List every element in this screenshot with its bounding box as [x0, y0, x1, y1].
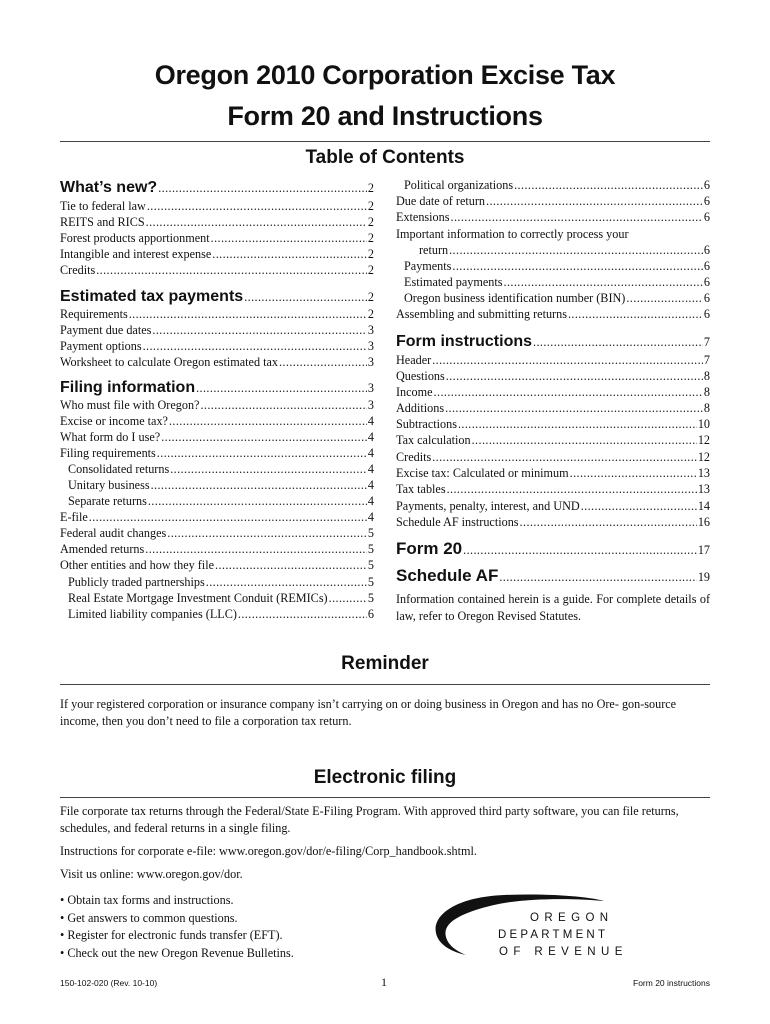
- efile-instructions-link[interactable]: Instructions for corporate e-file: www.oregon.gov/dor/e-filing/Corp_handbook.shtml.: [60, 844, 477, 858]
- oregon-dor-logo: [432, 893, 628, 965]
- legal-note: Information contained herein is a guide. For complete details of law, refer to Oregon Revised Statutes.: [396, 592, 710, 623]
- toc-item[interactable]: Schedule AF instructions ..... 16: [396, 515, 710, 530]
- logo-text-of-revenue: OF REVENUE: [499, 946, 628, 958]
- document-name: Form 20 instructions: [633, 978, 710, 988]
- toc-item[interactable]: Limited liability companies (LLC) ..... 6: [60, 607, 374, 622]
- toc-item[interactable]: Additions ..... 8: [396, 401, 710, 416]
- toc-item[interactable]: Filing requirements ..... 4: [60, 446, 374, 461]
- toc-item[interactable]: Due date of return ..... 6: [396, 194, 710, 209]
- reminder-heading: Reminder: [341, 653, 429, 674]
- toc-item[interactable]: Real Estate Mortgage Investment Conduit (REMICs) ..... 5: [60, 591, 374, 606]
- divider: [60, 797, 710, 798]
- toc-item[interactable]: E-file ..... 4: [60, 510, 374, 525]
- toc-heading: Table of Contents: [305, 147, 465, 168]
- toc-item[interactable]: What form do I use? ..... 4: [60, 430, 374, 445]
- toc-item[interactable]: Other entities and how they file ..... 5: [60, 558, 374, 573]
- toc-item[interactable]: Excise or income tax? ..... 4: [60, 414, 374, 429]
- toc-item[interactable]: Forest products apportionment ..... 2: [60, 231, 374, 246]
- toc-item[interactable]: Assembling and submitting returns ..... 6: [396, 307, 710, 322]
- logo-text-department: DEPARTMENT: [498, 929, 609, 941]
- toc-item[interactable]: Unitary business ..... 4: [60, 478, 374, 493]
- website-link[interactable]: Visit us online: www.oregon.gov/dor.: [60, 867, 243, 881]
- page-title-line2: Form 20 and Instructions: [227, 101, 543, 131]
- toc-item[interactable]: Payment options ..... 3: [60, 339, 374, 354]
- logo-text-oregon: OREGON: [530, 912, 614, 924]
- toc-item[interactable]: Credits ..... 12: [396, 450, 710, 465]
- toc-item[interactable]: Publicly traded partnerships ..... 5: [60, 575, 374, 590]
- page-title-line1: Oregon 2010 Corporation Excise Tax: [154, 60, 616, 90]
- toc-item[interactable]: Amended returns ..... 5: [60, 542, 374, 557]
- toc-item[interactable]: Tax tables ..... 13: [396, 482, 710, 497]
- toc-item[interactable]: Credits ..... 2: [60, 263, 374, 278]
- toc-item[interactable]: Political organizations ..... 6: [396, 178, 710, 193]
- toc-item[interactable]: Tax calculation ..... 12: [396, 433, 710, 448]
- toc-item[interactable]: Oregon business identification number (BIN) ..... 6: [396, 291, 710, 306]
- divider: [60, 684, 710, 685]
- electronic-filing-heading: Electronic filing: [313, 767, 457, 788]
- toc-item[interactable]: Who must file with Oregon? ..... 3: [60, 398, 374, 413]
- toc-item[interactable]: Separate returns ..... 4: [60, 494, 374, 509]
- toc-item[interactable]: Requirements ..... 2: [60, 307, 374, 322]
- toc-item[interactable]: Questions ..... 8: [396, 369, 710, 384]
- toc-item[interactable]: return ..... 6: [396, 243, 710, 258]
- toc-item[interactable]: Payments, penalty, interest, and UND ..... 14: [396, 499, 710, 514]
- toc-item[interactable]: Excise tax: Calculated or minimum ..... 13: [396, 466, 710, 481]
- services-list: [60, 892, 294, 962]
- toc-item[interactable]: Estimated payments ..... 6: [396, 275, 710, 290]
- list-item: • Check out the new Oregon Revenue Bulletins.: [60, 945, 294, 963]
- toc-item[interactable]: Intangible and interest expense ..... 2: [60, 247, 374, 262]
- toc-section-estimated-tax[interactable]: Estimated tax payments ..... 2: [60, 289, 374, 305]
- divider: [60, 141, 710, 142]
- toc-item[interactable]: REITS and RICS ..... 2: [60, 215, 374, 230]
- reminder-text: If your registered corporation or insurance company isn’t carrying on or doing business in Oregon and has no Ore- gon-source income, then you don’t need to file a corporation tax return.: [60, 697, 677, 728]
- efile-paragraph: File corporate tax returns through the Federal/State E-Filing Program. With approved third party software, you can file returns, schedules, and federal returns in a single filing.: [60, 804, 679, 835]
- toc-item[interactable]: Income ..... 8: [396, 385, 710, 400]
- list-item: • Obtain tax forms and instructions.: [60, 892, 294, 910]
- form-number: 150-102-020 (Rev. 10-10): [60, 978, 158, 988]
- toc-item[interactable]: Worksheet to calculate Oregon estimated tax ..... 3: [60, 355, 374, 370]
- toc-item-text: Important information to correctly process your: [396, 227, 629, 241]
- toc-section-filing-information[interactable]: Filing information ..... 3: [60, 380, 374, 396]
- toc-section-whats-new[interactable]: What’s new? ..... 2: [60, 180, 374, 196]
- toc-item[interactable]: Payment due dates ..... 3: [60, 323, 374, 338]
- toc-item[interactable]: Payments ..... 6: [396, 259, 710, 274]
- list-item: • Get answers to common questions.: [60, 910, 294, 928]
- page-number: 1: [381, 975, 387, 989]
- toc-item[interactable]: Consolidated returns ..... 4: [60, 462, 374, 477]
- toc-section-form-instructions[interactable]: Form instructions ..... 7: [396, 334, 710, 350]
- list-item: • Register for electronic funds transfer (EFT).: [60, 927, 294, 945]
- toc-item[interactable]: Extensions ..... 6: [396, 210, 710, 225]
- toc-item[interactable]: Tie to federal law ..... 2: [60, 199, 374, 214]
- toc-item[interactable]: Subtractions ..... 10: [396, 417, 710, 432]
- toc-section-form-20[interactable]: Form 20 ..... 17: [396, 541, 710, 558]
- toc-item[interactable]: Federal audit changes ..... 5: [60, 526, 374, 541]
- toc-item[interactable]: Header ..... 7: [396, 353, 710, 368]
- toc-section-schedule-af[interactable]: Schedule AF ..... 19: [396, 568, 710, 585]
